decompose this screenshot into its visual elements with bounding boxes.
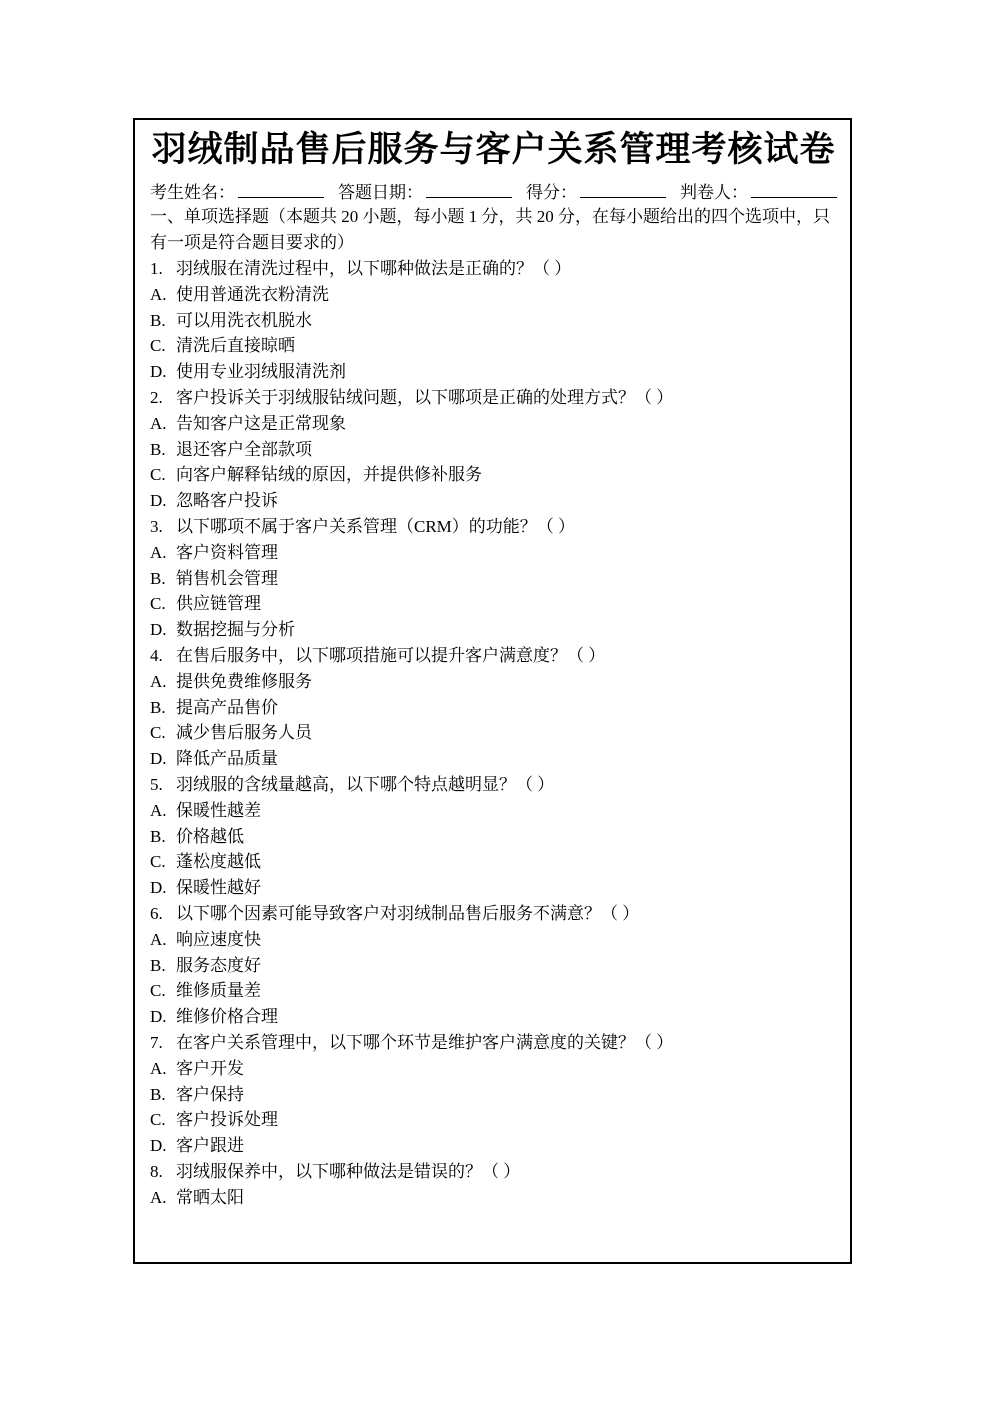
option-letter: A. — [150, 800, 167, 820]
exam-title: 羽绒制品售后服务与客户关系管理考核试卷 — [151, 130, 836, 169]
option-letter: C. — [150, 465, 166, 485]
option-text: 减少售后服务人员 — [176, 723, 312, 743]
option-line — [150, 359, 837, 385]
option-letter: B. — [150, 826, 166, 846]
option-text: 清洗后直接晾晒 — [176, 336, 295, 356]
option-line — [150, 333, 837, 359]
option-letter: C. — [150, 981, 166, 1001]
question-text — [150, 901, 837, 927]
option-line — [150, 617, 837, 643]
question-number: 7. — [150, 1032, 163, 1052]
question-number: 2. — [150, 387, 163, 407]
option-letter: A. — [150, 413, 167, 433]
option-letter: D. — [150, 620, 167, 640]
question-number: 1. — [150, 259, 163, 278]
option-text: 响应速度快 — [176, 929, 261, 949]
option-letter: C. — [150, 852, 166, 872]
option-text: 销售机会管理 — [176, 568, 278, 588]
question-text — [150, 514, 837, 540]
question-number: 3. — [150, 516, 163, 536]
grader-label: 判卷人： — [680, 183, 748, 202]
option-letter: D. — [150, 1007, 167, 1027]
option-letter: D. — [150, 1136, 167, 1156]
option-letter: B. — [150, 697, 166, 717]
option-text: 使用专业羽绒服清洗剂 — [176, 362, 346, 382]
option-letter: B. — [150, 439, 166, 459]
question-number: 4. — [150, 645, 163, 665]
option-letter: D. — [150, 491, 167, 511]
option-line — [150, 669, 837, 695]
option-line — [150, 282, 837, 308]
option-text: 向客户解释钻绒的原因，并提供修补服务 — [176, 465, 482, 485]
option-letter: B. — [150, 1084, 166, 1104]
answer-date-label: 答题日期： — [338, 183, 423, 202]
option-letter: A. — [150, 542, 167, 562]
option-text: 退还客户全部款项 — [176, 439, 312, 459]
option-text: 告知客户这是正常现象 — [176, 413, 346, 433]
question-text — [150, 772, 837, 798]
option-letter: B. — [150, 568, 166, 588]
option-line — [150, 798, 837, 824]
option-text: 数据挖掘与分析 — [176, 620, 295, 640]
exam-paper-box — [133, 118, 852, 1264]
option-line — [150, 746, 837, 772]
option-text: 忽略客户投诉 — [176, 491, 278, 511]
exam-header-fields — [150, 177, 837, 203]
question-text-content: 羽绒服的含绒量越高，以下哪个特点越明显？（ ） — [176, 774, 555, 794]
option-text: 服务态度好 — [176, 955, 261, 975]
option-line — [150, 411, 837, 437]
option-line — [150, 488, 837, 514]
question-block — [150, 901, 837, 1030]
option-line — [150, 566, 837, 592]
option-line — [150, 540, 837, 566]
option-letter: C. — [150, 336, 166, 356]
question-block — [150, 1030, 837, 1159]
section-heading: 一、单项选择题（本题共 20 小题，每小题 1 分，共 20 分，在每小题给出的四个选项中，只有一项是符合题目要求的） — [150, 207, 830, 252]
option-line — [150, 875, 837, 901]
option-text: 供应链管理 — [176, 594, 261, 614]
option-letter: C. — [150, 594, 166, 614]
score-blank — [580, 180, 666, 198]
option-line — [150, 849, 837, 875]
option-text: 使用普通洗衣粉清洗 — [176, 284, 329, 304]
question-text-content: 在客户关系管理中，以下哪个环节是维护客户满意度的关键？（ ） — [176, 1032, 674, 1052]
question-text — [150, 1030, 837, 1056]
option-line — [150, 978, 837, 1004]
option-text: 保暖性越差 — [176, 800, 261, 820]
option-text: 可以用洗衣机脱水 — [176, 310, 312, 330]
option-text: 蓬松度越低 — [176, 852, 261, 872]
question-block — [150, 643, 837, 772]
option-text: 客户开发 — [176, 1058, 244, 1078]
option-text: 客户跟进 — [176, 1136, 244, 1156]
question-number: 6. — [150, 903, 163, 923]
question-text-content: 羽绒服在清洗过程中，以下哪种做法是正确的？（ ） — [176, 259, 572, 278]
option-line — [150, 695, 837, 721]
candidate-name-label: 考生姓名： — [150, 183, 235, 202]
questions-list — [150, 256, 837, 1210]
option-line — [150, 953, 837, 979]
option-letter: A. — [150, 671, 167, 691]
question-number: 8. — [150, 1161, 163, 1181]
option-letter: D. — [150, 362, 167, 382]
option-line — [150, 591, 837, 617]
question-text — [150, 643, 837, 669]
option-line — [150, 462, 837, 488]
option-text: 维修质量差 — [176, 981, 261, 1001]
option-line — [150, 308, 837, 334]
option-letter: A. — [150, 1187, 167, 1207]
option-line — [150, 1107, 837, 1133]
question-block — [150, 1159, 837, 1211]
option-text: 保暖性越好 — [176, 878, 261, 898]
option-letter: C. — [150, 1110, 166, 1130]
option-line — [150, 1133, 837, 1159]
candidate-name-field — [150, 178, 324, 203]
option-line — [150, 437, 837, 463]
question-number: 5. — [150, 774, 163, 794]
option-text: 提供免费维修服务 — [176, 671, 312, 691]
option-letter: D. — [150, 878, 167, 898]
question-text-content: 客户投诉关于羽绒服钻绒问题，以下哪项是正确的处理方式？（ ） — [176, 387, 674, 407]
option-text: 提高产品售价 — [176, 697, 278, 717]
option-text: 常晒太阳 — [176, 1187, 244, 1207]
question-text — [150, 385, 837, 411]
option-text: 价格越低 — [176, 826, 244, 846]
option-letter: A. — [150, 929, 167, 949]
option-letter: A. — [150, 1058, 167, 1078]
option-line — [150, 1185, 837, 1211]
option-text: 客户投诉处理 — [176, 1110, 278, 1130]
candidate-name-blank — [238, 180, 324, 198]
option-text: 维修价格合理 — [176, 1007, 278, 1027]
answer-date-blank — [426, 180, 512, 198]
question-block — [150, 256, 837, 385]
question-text — [150, 256, 837, 282]
option-letter: B. — [150, 955, 166, 975]
option-letter: C. — [150, 723, 166, 743]
question-text-content: 以下哪项不属于客户关系管理（CRM）的功能？（ ） — [176, 516, 576, 536]
option-text: 客户资料管理 — [176, 542, 278, 562]
option-text: 降低产品质量 — [176, 749, 278, 769]
grader-field — [680, 178, 837, 203]
option-letter: A. — [150, 284, 167, 304]
option-line — [150, 720, 837, 746]
question-text-content: 羽绒服保养中，以下哪种做法是错误的？（ ） — [176, 1161, 521, 1181]
question-block — [150, 772, 837, 901]
question-text — [150, 1159, 837, 1185]
grader-blank — [751, 180, 837, 198]
option-line — [150, 1082, 837, 1108]
option-letter: B. — [150, 310, 166, 330]
question-block — [150, 385, 837, 514]
option-line — [150, 1004, 837, 1030]
option-text: 客户保持 — [176, 1084, 244, 1104]
question-text-content: 在售后服务中，以下哪项措施可以提升客户满意度？（ ） — [176, 645, 606, 665]
option-line — [150, 1056, 837, 1082]
answer-date-field — [338, 178, 512, 203]
question-block — [150, 514, 837, 643]
option-line — [150, 927, 837, 953]
option-letter: D. — [150, 749, 167, 769]
score-label: 得分： — [526, 183, 577, 202]
question-text-content: 以下哪个因素可能导致客户对羽绒制品售后服务不满意？（ ） — [176, 903, 640, 923]
score-field — [526, 178, 666, 203]
option-line — [150, 824, 837, 850]
